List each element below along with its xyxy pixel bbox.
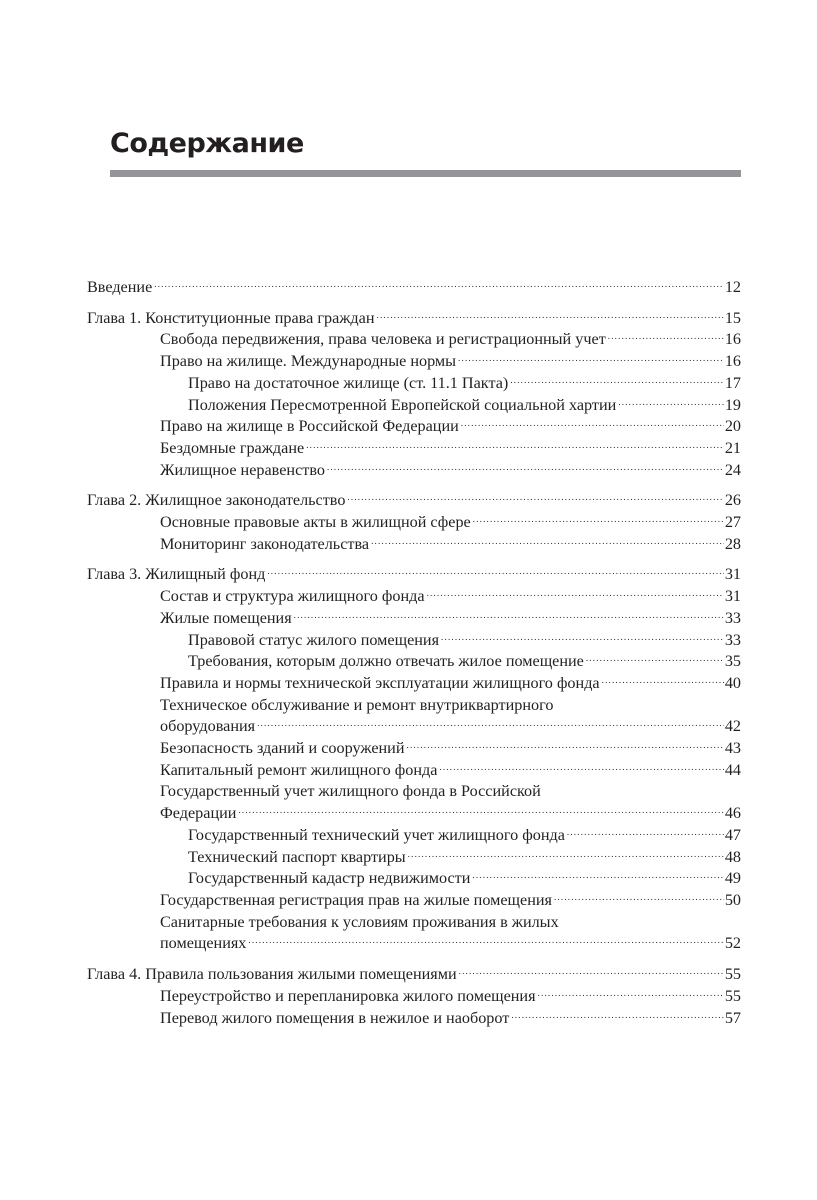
toc-entry-label: Государственный кадастр недвижимости: [188, 869, 471, 888]
toc-entry-page: 24: [724, 460, 741, 479]
toc-entry-label: Положения Пересмотренной Европейской социальной хартии: [188, 395, 617, 414]
toc-group-intro: [87, 277, 741, 299]
dot-leader: [586, 648, 724, 670]
toc-entry-label: Перевод жилого помещения в нежилое и наоборот: [160, 1008, 510, 1027]
toc-entry-page: 12: [724, 278, 741, 296]
toc-entry[interactable]: [87, 460, 741, 482]
toc-entry[interactable]: [87, 912, 741, 955]
dot-leader: [294, 605, 724, 627]
toc-entry-page: 49: [724, 869, 741, 888]
dot-leader: [257, 713, 724, 735]
dot-leader: [602, 670, 724, 692]
toc-entry[interactable]: [87, 760, 741, 782]
dot-leader: [408, 844, 724, 866]
toc-entry-label: Бездомные граждане: [160, 438, 305, 457]
toc-entry-label: Право на жилище. Международные нормы: [160, 352, 457, 371]
toc-entry-label-line1: Государственный учет жилищного фонда в Российской: [160, 782, 541, 801]
toc-entry-label-line1: Санитарные требования к условиям проживания в жилых: [160, 912, 559, 931]
toc-entry-label: Переустройство и перепланировка жилого помещения: [160, 986, 536, 1005]
toc-entry-page: 43: [724, 739, 741, 758]
toc-entry-label: Безопасность зданий и сооружений: [160, 739, 405, 758]
toc-entry-label: Правила и нормы технической эксплуатации жилищного фонда: [160, 673, 600, 692]
dot-leader: [327, 457, 724, 479]
dot-leader: [248, 930, 723, 952]
toc-entry[interactable]: [87, 695, 741, 738]
dot-leader: [441, 627, 724, 649]
toc-entry-page: 33: [724, 630, 741, 649]
toc-entry[interactable]: [87, 534, 741, 556]
toc-entry-label: Свобода передвижения, права человека и регистрационный учет: [160, 330, 606, 349]
dot-leader: [154, 274, 724, 296]
dot-leader: [306, 435, 724, 457]
toc-entry-label-line2: помещениях: [160, 934, 247, 953]
toc-entry-label: Основные правовые акты в жилищной сфере: [160, 513, 471, 532]
toc-entry-page: 27: [724, 513, 741, 532]
toc-entry-page: 28: [724, 534, 741, 553]
dot-leader: [510, 370, 724, 392]
toc-entry-label-line2: Федерации: [160, 804, 237, 823]
toc-group-chapter-2: [87, 490, 741, 555]
toc-entry-page: 47: [724, 825, 741, 844]
toc-entry-label: Глава 3. Жилищный фонд: [87, 565, 266, 584]
toc-entry-label: Капитальный ремонт жилищного фонда: [160, 760, 438, 779]
toc-entry[interactable]: [87, 673, 741, 695]
dot-leader: [618, 392, 723, 414]
toc-entry-label: Глава 2. Жилищное законодательство: [87, 491, 346, 510]
dot-leader: [538, 983, 724, 1005]
toc-entry-page: 42: [724, 717, 741, 736]
dot-leader: [554, 887, 724, 909]
toc-entry-label: Право на достаточное жилище (ст. 11.1 Пакта): [188, 373, 509, 392]
toc-entry-label: Введение: [87, 278, 153, 296]
toc-entry-page: 55: [724, 986, 741, 1005]
toc-entry-page: 48: [724, 847, 741, 866]
toc-entry[interactable]: [87, 890, 741, 912]
toc-group-chapter-4: [87, 964, 741, 1029]
dot-leader: [407, 735, 724, 757]
toc-entry-label-line2: оборудования: [160, 717, 256, 736]
toc-entry-page: 40: [724, 673, 741, 692]
title-divider: [110, 170, 741, 177]
toc-entry-label: Глава 1. Конституционные права граждан: [87, 308, 375, 327]
toc-entry-page: 31: [724, 587, 741, 606]
toc-entry-page: 35: [724, 652, 741, 671]
toc-entry-label: Требования, которым должно отвечать жилое помещение: [188, 652, 584, 671]
toc-entry-page: 16: [724, 352, 741, 371]
toc-entry-page: 55: [724, 965, 741, 984]
toc-entry-page: 50: [724, 890, 741, 909]
toc-entry-page: 15: [724, 308, 741, 327]
toc-entry-page: 46: [724, 804, 741, 823]
toc-entry-page: 20: [724, 417, 741, 436]
toc-group-chapter-1: [87, 308, 741, 482]
toc-entry-label: Правовой статус жилого помещения: [188, 630, 440, 649]
dot-leader: [458, 348, 724, 370]
toc-entry[interactable]: [87, 1008, 741, 1030]
toc-group-chapter-3: [87, 564, 741, 955]
dot-leader: [427, 583, 724, 605]
toc-entry-page: 17: [724, 373, 741, 392]
toc-entry-page: 57: [724, 1008, 741, 1027]
toc-entry-label: Состав и структура жилищного фонда: [160, 587, 425, 606]
toc-entry-label: Право на жилище в Российской Федерации: [160, 417, 459, 436]
dot-leader: [347, 487, 723, 509]
toc-entry-label: Государственная регистрация прав на жилые помещения: [160, 890, 552, 909]
dot-leader: [377, 305, 724, 327]
toc-entry-label: Жилые помещения: [160, 608, 292, 627]
toc-entry-label: Технический паспорт квартиры: [188, 847, 406, 866]
table-of-contents: [87, 277, 741, 1038]
dot-leader: [473, 509, 724, 531]
toc-entry-label: Жилищное неравенство: [160, 460, 325, 479]
toc-entry[interactable]: [87, 781, 741, 824]
toc-entry-page: 19: [724, 395, 741, 414]
toc-entry-page: 33: [724, 608, 741, 627]
dot-leader: [459, 961, 724, 983]
dot-leader: [267, 561, 723, 583]
toc-entry-label: Глава 4. Правила пользования жилыми помещениями: [87, 965, 457, 984]
toc-entry-intro[interactable]: [87, 277, 741, 299]
dot-leader: [238, 800, 723, 822]
dot-leader: [567, 822, 724, 844]
toc-entry-page: 21: [724, 438, 741, 457]
toc-entry-page: 31: [724, 565, 741, 584]
dot-leader: [608, 326, 724, 348]
page-title: Содержание: [110, 128, 304, 159]
dot-leader: [511, 1005, 723, 1027]
dot-leader: [439, 757, 723, 779]
toc-entry-page: 52: [724, 934, 741, 953]
dot-leader: [472, 865, 723, 887]
toc-entry-label: Мониторинг законодательства: [160, 534, 370, 553]
dot-leader: [461, 413, 724, 435]
toc-entry-page: 26: [724, 491, 741, 510]
toc-entry-label-line1: Техническое обслуживание и ремонт внутриквартирного: [160, 695, 554, 714]
toc-entry-page: 44: [724, 760, 741, 779]
toc-entry-page: 16: [724, 330, 741, 349]
toc-entry-label: Государственный технический учет жилищного фонда: [188, 825, 565, 844]
dot-leader: [371, 531, 724, 553]
